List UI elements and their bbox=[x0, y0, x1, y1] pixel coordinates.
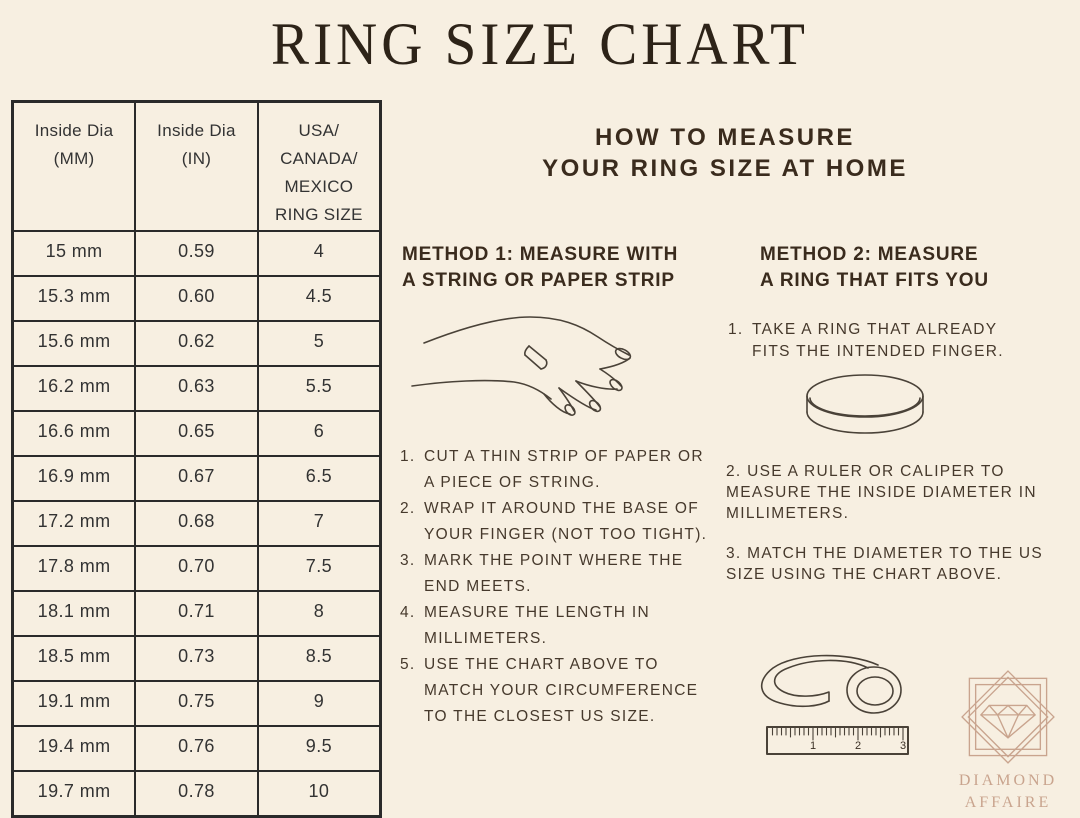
table-cell: 4.5 bbox=[258, 276, 381, 321]
section-heading-line1: HOW TO MEASURE bbox=[595, 124, 855, 151]
table-cell: 8.5 bbox=[258, 636, 381, 681]
step-number: 3. bbox=[400, 552, 416, 569]
table-cell: 5 bbox=[258, 321, 381, 366]
method1-title-line2: A STRING OR PAPER STRIP bbox=[402, 270, 675, 291]
table-cell: 4 bbox=[258, 231, 381, 276]
table-row bbox=[13, 591, 381, 636]
table-cell: 5.5 bbox=[258, 366, 381, 411]
table-row bbox=[13, 726, 381, 771]
step-number: 5. bbox=[400, 656, 416, 673]
table-cell: 8 bbox=[258, 591, 381, 636]
step-number: 1. bbox=[400, 448, 416, 465]
method1-step bbox=[400, 652, 708, 730]
table-cell: 0.78 bbox=[135, 771, 258, 817]
method1-title bbox=[402, 242, 702, 294]
brand-name-line1: DIAMOND bbox=[958, 772, 1058, 789]
table-cell: 7 bbox=[258, 501, 381, 546]
method1-step bbox=[400, 496, 708, 548]
table-row bbox=[13, 231, 381, 276]
method1-title-line1: METHOD 1: MEASURE WITH bbox=[402, 244, 679, 265]
ring-size-table-body bbox=[13, 231, 381, 817]
diamond-emblem-icon bbox=[950, 670, 1066, 766]
brand-name-line2: AFFAIRE bbox=[964, 794, 1052, 811]
table-cell: 0.76 bbox=[135, 726, 258, 771]
method1-step bbox=[400, 600, 708, 652]
table-cell: 17.8 mm bbox=[13, 546, 136, 591]
table-cell: 16.2 mm bbox=[13, 366, 136, 411]
table-row bbox=[13, 546, 381, 591]
table-cell: 0.71 bbox=[135, 591, 258, 636]
section-heading-line2: YOUR RING SIZE AT HOME bbox=[542, 155, 908, 182]
table-cell: 9.5 bbox=[258, 726, 381, 771]
table-cell: 19.1 mm bbox=[13, 681, 136, 726]
table-cell: 9 bbox=[258, 681, 381, 726]
table-cell: 6 bbox=[258, 411, 381, 456]
table-cell: 7.5 bbox=[258, 546, 381, 591]
table-cell: 0.68 bbox=[135, 501, 258, 546]
method2-step-3: 3. MATCH THE DIAMETER TO THE US SIZE USING THE CHART ABOVE. bbox=[726, 545, 1044, 583]
table-cell: 0.63 bbox=[135, 366, 258, 411]
table-cell: 17.2 mm bbox=[13, 501, 136, 546]
method2-step-1 bbox=[728, 319, 1040, 363]
section-heading bbox=[420, 122, 1030, 184]
method2-step-2: 2. USE A RULER OR CALIPER TO MEASURE THE INSIDE DIAMETER IN MILLIMETERS. bbox=[726, 463, 1037, 522]
table-cell: 16.9 mm bbox=[13, 456, 136, 501]
table-row bbox=[13, 411, 381, 456]
table-cell: 16.6 mm bbox=[13, 411, 136, 456]
table-cell: 10 bbox=[258, 771, 381, 817]
step-number: 4. bbox=[400, 604, 416, 621]
table-cell: 18.1 mm bbox=[13, 591, 136, 636]
table-cell: 15.6 mm bbox=[13, 321, 136, 366]
table-row bbox=[13, 366, 381, 411]
table-row bbox=[13, 681, 381, 726]
step-text: MEASURE THE LENGTH IN MILLIMETERS. bbox=[424, 604, 650, 647]
col-header-inside-dia-in: Inside Dia (IN) bbox=[135, 102, 258, 232]
method1-step bbox=[400, 548, 708, 600]
brand-logo bbox=[950, 670, 1066, 814]
ruler-label-1: 1 bbox=[809, 740, 817, 752]
step-text: USE THE CHART ABOVE TO MATCH YOUR CIRCUMFERENCE TO THE CLOSEST US SIZE. bbox=[424, 656, 699, 725]
table-cell: 0.67 bbox=[135, 456, 258, 501]
table-cell: 0.75 bbox=[135, 681, 258, 726]
table-row bbox=[13, 456, 381, 501]
table-cell: 0.70 bbox=[135, 546, 258, 591]
table-cell: 0.62 bbox=[135, 321, 258, 366]
ring-size-table-head bbox=[13, 102, 381, 232]
table-row bbox=[13, 276, 381, 321]
method1-steps bbox=[400, 444, 708, 730]
table-cell: 0.65 bbox=[135, 411, 258, 456]
table-cell: 19.4 mm bbox=[13, 726, 136, 771]
step-number: 1. bbox=[728, 321, 744, 338]
col-header-usa-ring-size: USA/ CANADA/ MEXICO RING SIZE bbox=[258, 102, 381, 232]
table-cell: 15 mm bbox=[13, 231, 136, 276]
page-title: RING SIZE CHART bbox=[271, 11, 809, 78]
table-cell: 19.7 mm bbox=[13, 771, 136, 817]
col-header-inside-dia-mm: Inside Dia (MM) bbox=[13, 102, 136, 232]
ruler-label-2: 2 bbox=[854, 740, 862, 752]
table-row bbox=[13, 636, 381, 681]
method2-title bbox=[760, 242, 1040, 294]
step-number: 2. bbox=[400, 500, 416, 517]
table-cell: 0.59 bbox=[135, 231, 258, 276]
table-row bbox=[13, 501, 381, 546]
hand-with-ring-illustration bbox=[402, 297, 722, 447]
ruler-label-3: 3 bbox=[899, 740, 907, 752]
table-header-row bbox=[13, 102, 381, 232]
method2-title-line1: METHOD 2: MEASURE bbox=[760, 244, 979, 265]
step-text: WRAP IT AROUND THE BASE OF YOUR FINGER (NOT TOO TIGHT). bbox=[424, 500, 708, 543]
method1-step bbox=[400, 444, 708, 496]
table-cell: 0.60 bbox=[135, 276, 258, 321]
step-text: MARK THE POINT WHERE THE END MEETS. bbox=[424, 552, 684, 595]
table-cell: 18.5 mm bbox=[13, 636, 136, 681]
ring-band-illustration bbox=[800, 372, 930, 442]
table-row bbox=[13, 321, 381, 366]
paper-strip-and-ruler-illustration bbox=[728, 644, 928, 769]
table-cell: 6.5 bbox=[258, 456, 381, 501]
ring-size-table bbox=[11, 100, 382, 818]
table-cell: 15.3 mm bbox=[13, 276, 136, 321]
method2-title-line2: A RING THAT FITS YOU bbox=[760, 270, 989, 291]
curled-paper-strip-icon bbox=[762, 656, 901, 713]
ruler-icon bbox=[767, 727, 908, 754]
diamond-gem-icon bbox=[981, 705, 1035, 737]
step-text: TAKE A RING THAT ALREADY FITS THE INTENDED FINGER. bbox=[752, 321, 1004, 360]
step-text: CUT A THIN STRIP OF PAPER OR A PIECE OF STRING. bbox=[424, 448, 704, 491]
table-cell: 0.73 bbox=[135, 636, 258, 681]
